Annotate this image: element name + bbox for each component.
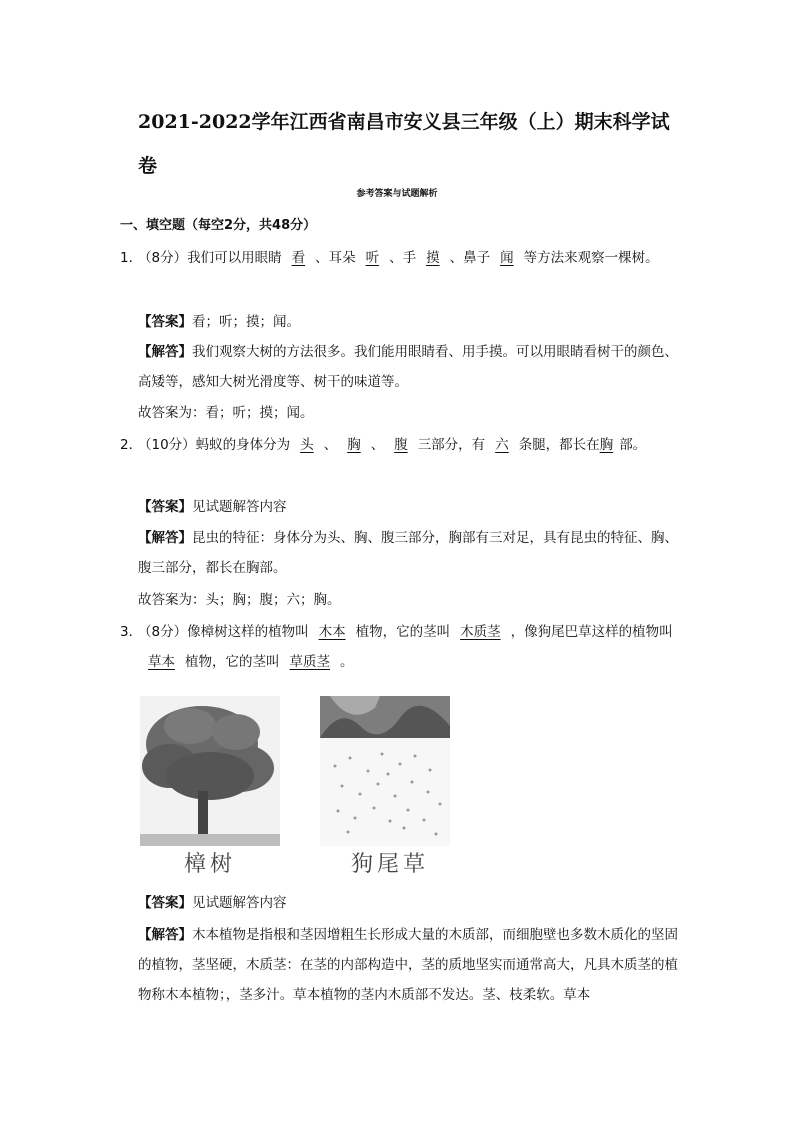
subtitle: 参考答案与试题解析 — [356, 189, 438, 199]
question-1-number: 1． — [120, 250, 143, 266]
blank: 木本 — [318, 624, 346, 640]
question-1-final: 故答案为：看；听；摸；闻。 — [138, 405, 314, 421]
foxtail-grass-image — [320, 696, 460, 878]
blank: 木质茎 — [460, 624, 501, 640]
page-title: 2021-2022学年江西省南昌市安义县三年级（上）期末科学试卷 — [138, 111, 670, 177]
question-3-text: （8分）像樟树这样的植物叫 木本 植物，它的茎叫 木质茎 ，像狗尾巴草这样的植物叫草本 植物，它的茎叫 草质茎 。 — [138, 624, 673, 670]
figure-caption-left: 樟树 — [183, 852, 236, 877]
question-2-answer: 【答案】见试题解答内容 — [138, 499, 287, 515]
blank: 腹 — [394, 437, 408, 453]
blank: 闻 — [500, 250, 514, 266]
question-1-text: （8分）我们可以用眼睛 看 、耳朵 听 、手 摸 、鼻子 闻 等方法来观察一棵树。 — [138, 250, 659, 266]
section-heading: 一、填空题（每空2分，共48分） — [120, 218, 317, 233]
blank: 摸 — [426, 250, 440, 266]
question-2-text: （10分）蚂蚁的身体分为 头 、 胸 、 腹 三部分，有 六 条腿，都长在胸 部。 — [138, 437, 647, 453]
question-2-number: 2． — [120, 437, 143, 453]
question-3-number: 3． — [120, 624, 143, 640]
blank: 六 — [495, 437, 509, 453]
blank: 草质茎 — [289, 654, 330, 670]
question-2-analysis: 【解答】昆虫的特征：身体分为头、胸、腹三部分，胸部有三对足，具有昆虫的特征、胸、腹三部分，都长在胸部。 — [138, 530, 678, 576]
blank: 看 — [291, 250, 306, 266]
question-2-final: 故答案为：头；胸；腹；六；胸。 — [138, 592, 341, 608]
tree-icon — [140, 696, 280, 846]
blank: 听 — [365, 250, 380, 266]
plants-figure — [140, 696, 452, 878]
figure-caption-right: 狗尾草 — [350, 852, 429, 877]
blank: 草本 — [148, 654, 175, 670]
camphor-tree-image — [140, 696, 280, 878]
blank: 胸 — [347, 437, 361, 453]
question-3-analysis: 【解答】木本植物是指根和茎因增粗生长形成大量的木质部，而细胞壁也多数木质化的坚固的植物，茎坚硬，木质茎：在茎的内部构造中，茎的质地坚实而通常高大，凡具木质茎的植物称木本植物；，茎多汁。草本植物的茎内木质部不发达。茎、枝柔软。草本 — [138, 927, 678, 1003]
question-1-analysis: 【解答】我们观察大树的方法很多。我们能用眼睛看、用手摸。可以用眼睛看树干的颜色、高矮等，感知大树光滑度等、树干的味道等。 — [138, 344, 678, 390]
grass-icon — [320, 696, 450, 846]
question-3-answer: 【答案】见试题解答内容 — [138, 895, 287, 911]
blank: 胸 — [599, 437, 614, 453]
question-1-answer: 【答案】看；听；摸；闻。 — [138, 314, 300, 330]
blank: 头 — [300, 437, 314, 453]
